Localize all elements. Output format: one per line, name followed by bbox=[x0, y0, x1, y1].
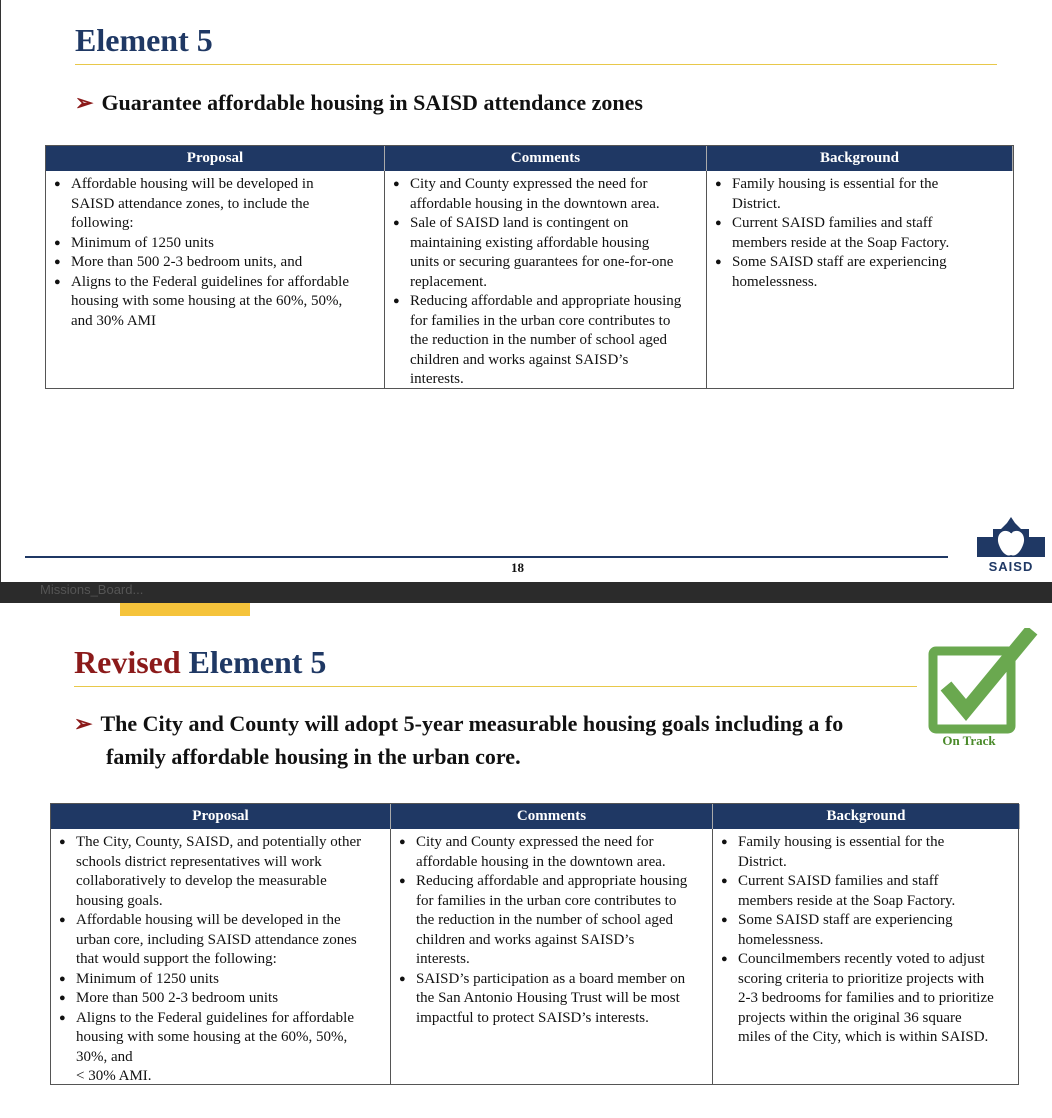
list-line: ● City and County expressed the need for bbox=[393, 175, 704, 195]
footer-rule bbox=[25, 556, 948, 558]
proposal-list bbox=[54, 175, 382, 331]
arrow-bullet-icon: ➢ bbox=[75, 90, 94, 115]
proposal-cell bbox=[51, 829, 391, 1084]
list-line: housing with some housing at the 60%, 50%, bbox=[76, 1029, 348, 1045]
list-line: District. bbox=[738, 853, 787, 870]
list-line: homelessness. bbox=[738, 931, 824, 948]
background-list bbox=[715, 175, 1011, 292]
saisd-logo bbox=[971, 513, 1051, 575]
list-line: < 30% AMI. bbox=[76, 1068, 152, 1084]
list-line: housing with some housing at the 60%, 50%, bbox=[71, 293, 343, 309]
header-proposal: Proposal bbox=[51, 804, 391, 829]
list-line: ● More than 500 2-3 bedroom units, and bbox=[54, 253, 382, 273]
list-line: affordable housing in the downtown area. bbox=[410, 195, 660, 212]
slide2-table bbox=[50, 803, 1019, 1085]
proposal-cell bbox=[46, 171, 385, 388]
list-line: ● Current SAISD families and staff bbox=[715, 214, 1011, 234]
list-line: children and works against SAISD’s bbox=[410, 351, 629, 368]
list-line: the reduction in the number of school aged bbox=[416, 912, 674, 928]
list-line: ● City and County expressed the need for bbox=[399, 833, 710, 853]
list-line: ● Reducing affordable and appropriate housing bbox=[393, 292, 704, 312]
comments-cell bbox=[391, 829, 713, 1084]
list-line: ● Minimum of 1250 units bbox=[59, 970, 388, 990]
title-prefix: Revised bbox=[74, 644, 181, 680]
list-line: ● Aligns to the Federal guidelines for affordable bbox=[54, 273, 382, 293]
comments-list bbox=[399, 833, 710, 1028]
list-line: ● Family housing is essential for the bbox=[715, 175, 1011, 195]
list-line: for families in the urban core contributes to bbox=[416, 892, 677, 909]
list-line: replacement. bbox=[410, 273, 488, 290]
slide1-subheading bbox=[75, 86, 643, 119]
list-line: interests. bbox=[416, 951, 470, 967]
slide2-title-rule bbox=[74, 686, 917, 687]
list-line: ● Current SAISD families and staff bbox=[721, 872, 1018, 892]
list-line: ● Affordable housing will be developed in bbox=[54, 175, 382, 195]
list-line: ● SAISD’s participation as a board member on bbox=[399, 970, 710, 990]
comments-list bbox=[393, 175, 704, 390]
checkmark-icon bbox=[928, 628, 1038, 738]
list-line: ● Some SAISD staff are experiencing bbox=[721, 911, 1018, 931]
list-line: interests. bbox=[410, 371, 464, 387]
list-line: following: bbox=[71, 215, 134, 231]
slide2-title bbox=[74, 644, 326, 681]
list-line: housing goals. bbox=[76, 892, 163, 909]
list-line: ● Affordable housing will be developed in the bbox=[59, 911, 388, 931]
slide1-table bbox=[45, 145, 1014, 389]
proposal-list bbox=[59, 833, 388, 1087]
list-line: for families in the urban core contributes to bbox=[410, 312, 671, 329]
list-line: affordable housing in the downtown area. bbox=[416, 853, 666, 870]
header-background: Background bbox=[713, 804, 1020, 829]
title-rest: Element 5 bbox=[188, 644, 327, 680]
list-line: scoring criteria to prioritize projects with bbox=[738, 970, 985, 987]
list-line: members reside at the Soap Factory. bbox=[738, 892, 956, 909]
list-line: the reduction in the number of school aged bbox=[410, 332, 668, 348]
list-line: ● Aligns to the Federal guidelines for affordable bbox=[59, 1009, 388, 1029]
list-line: SAISD attendance zones, to include the bbox=[71, 195, 310, 212]
logo-text: SAISD bbox=[988, 559, 1034, 574]
slide1-title: Element 5 bbox=[75, 22, 213, 58]
list-line: members reside at the Soap Factory. bbox=[732, 234, 950, 251]
window-divider-bar bbox=[0, 582, 1052, 603]
list-line: 2-3 bedrooms for families and to prioritize bbox=[738, 990, 994, 1006]
list-line: ● Councilmembers recently voted to adjust bbox=[721, 950, 1018, 970]
subheading-line1-text: The City and County will adopt 5-year measurable housing goals including a fo bbox=[100, 711, 844, 736]
comments-cell bbox=[385, 171, 707, 388]
list-line: the San Antonio Housing Trust will be most bbox=[416, 990, 680, 1006]
slide2-subheading-line2: family affordable housing in the urban core. bbox=[106, 744, 521, 769]
list-line: impactful to protect SAISD’s interests. bbox=[416, 1009, 649, 1026]
list-line: urban core, including SAISD attendance zones bbox=[76, 931, 357, 948]
list-line: that would support the following: bbox=[76, 951, 277, 967]
list-line: miles of the City, which is within SAISD. bbox=[738, 1029, 989, 1045]
arrow-bullet-icon: ➢ bbox=[74, 711, 93, 736]
list-line: collaboratively to develop the measurable bbox=[76, 873, 327, 889]
slide1-subheading-text: Guarantee affordable housing in SAISD attendance zones bbox=[101, 90, 643, 115]
header-proposal: Proposal bbox=[46, 146, 385, 171]
yellow-accent-bar bbox=[120, 603, 250, 616]
list-line: homelessness. bbox=[732, 273, 818, 290]
list-line: children and works against SAISD’s bbox=[416, 931, 635, 948]
list-line: District. bbox=[732, 195, 781, 212]
page-number: 18 bbox=[511, 560, 524, 575]
list-line: maintaining existing affordable housing bbox=[410, 234, 650, 251]
background-list bbox=[721, 833, 1018, 1048]
list-line: and 30% AMI bbox=[71, 312, 156, 329]
header-background: Background bbox=[707, 146, 1013, 171]
title-rule bbox=[75, 64, 997, 65]
slide2-subheading-line1 bbox=[74, 707, 917, 740]
list-line: projects within the original 36 square bbox=[738, 1009, 962, 1026]
list-line: ● Sale of SAISD land is contingent on bbox=[393, 214, 704, 234]
on-track-badge: On Track bbox=[942, 733, 996, 748]
list-line: ● Minimum of 1250 units bbox=[54, 234, 382, 254]
list-line: ● Some SAISD staff are experiencing bbox=[715, 253, 1011, 273]
taskbar-file-label[interactable]: Missions_Board... bbox=[40, 582, 144, 597]
list-line: units or securing guarantees for one-for-one bbox=[410, 254, 674, 270]
background-cell bbox=[713, 829, 1020, 1084]
header-comments: Comments bbox=[391, 804, 713, 829]
list-line: ● Family housing is essential for the bbox=[721, 833, 1018, 853]
background-cell bbox=[707, 171, 1013, 388]
list-line: schools district representatives will work bbox=[76, 853, 322, 870]
list-line: ● The City, County, SAISD, and potentially other bbox=[59, 833, 388, 853]
list-line: ● More than 500 2-3 bedroom units bbox=[59, 989, 388, 1009]
list-line: ● Reducing affordable and appropriate housing bbox=[399, 872, 710, 892]
list-line: 30%, and bbox=[76, 1048, 133, 1065]
header-comments: Comments bbox=[385, 146, 707, 171]
